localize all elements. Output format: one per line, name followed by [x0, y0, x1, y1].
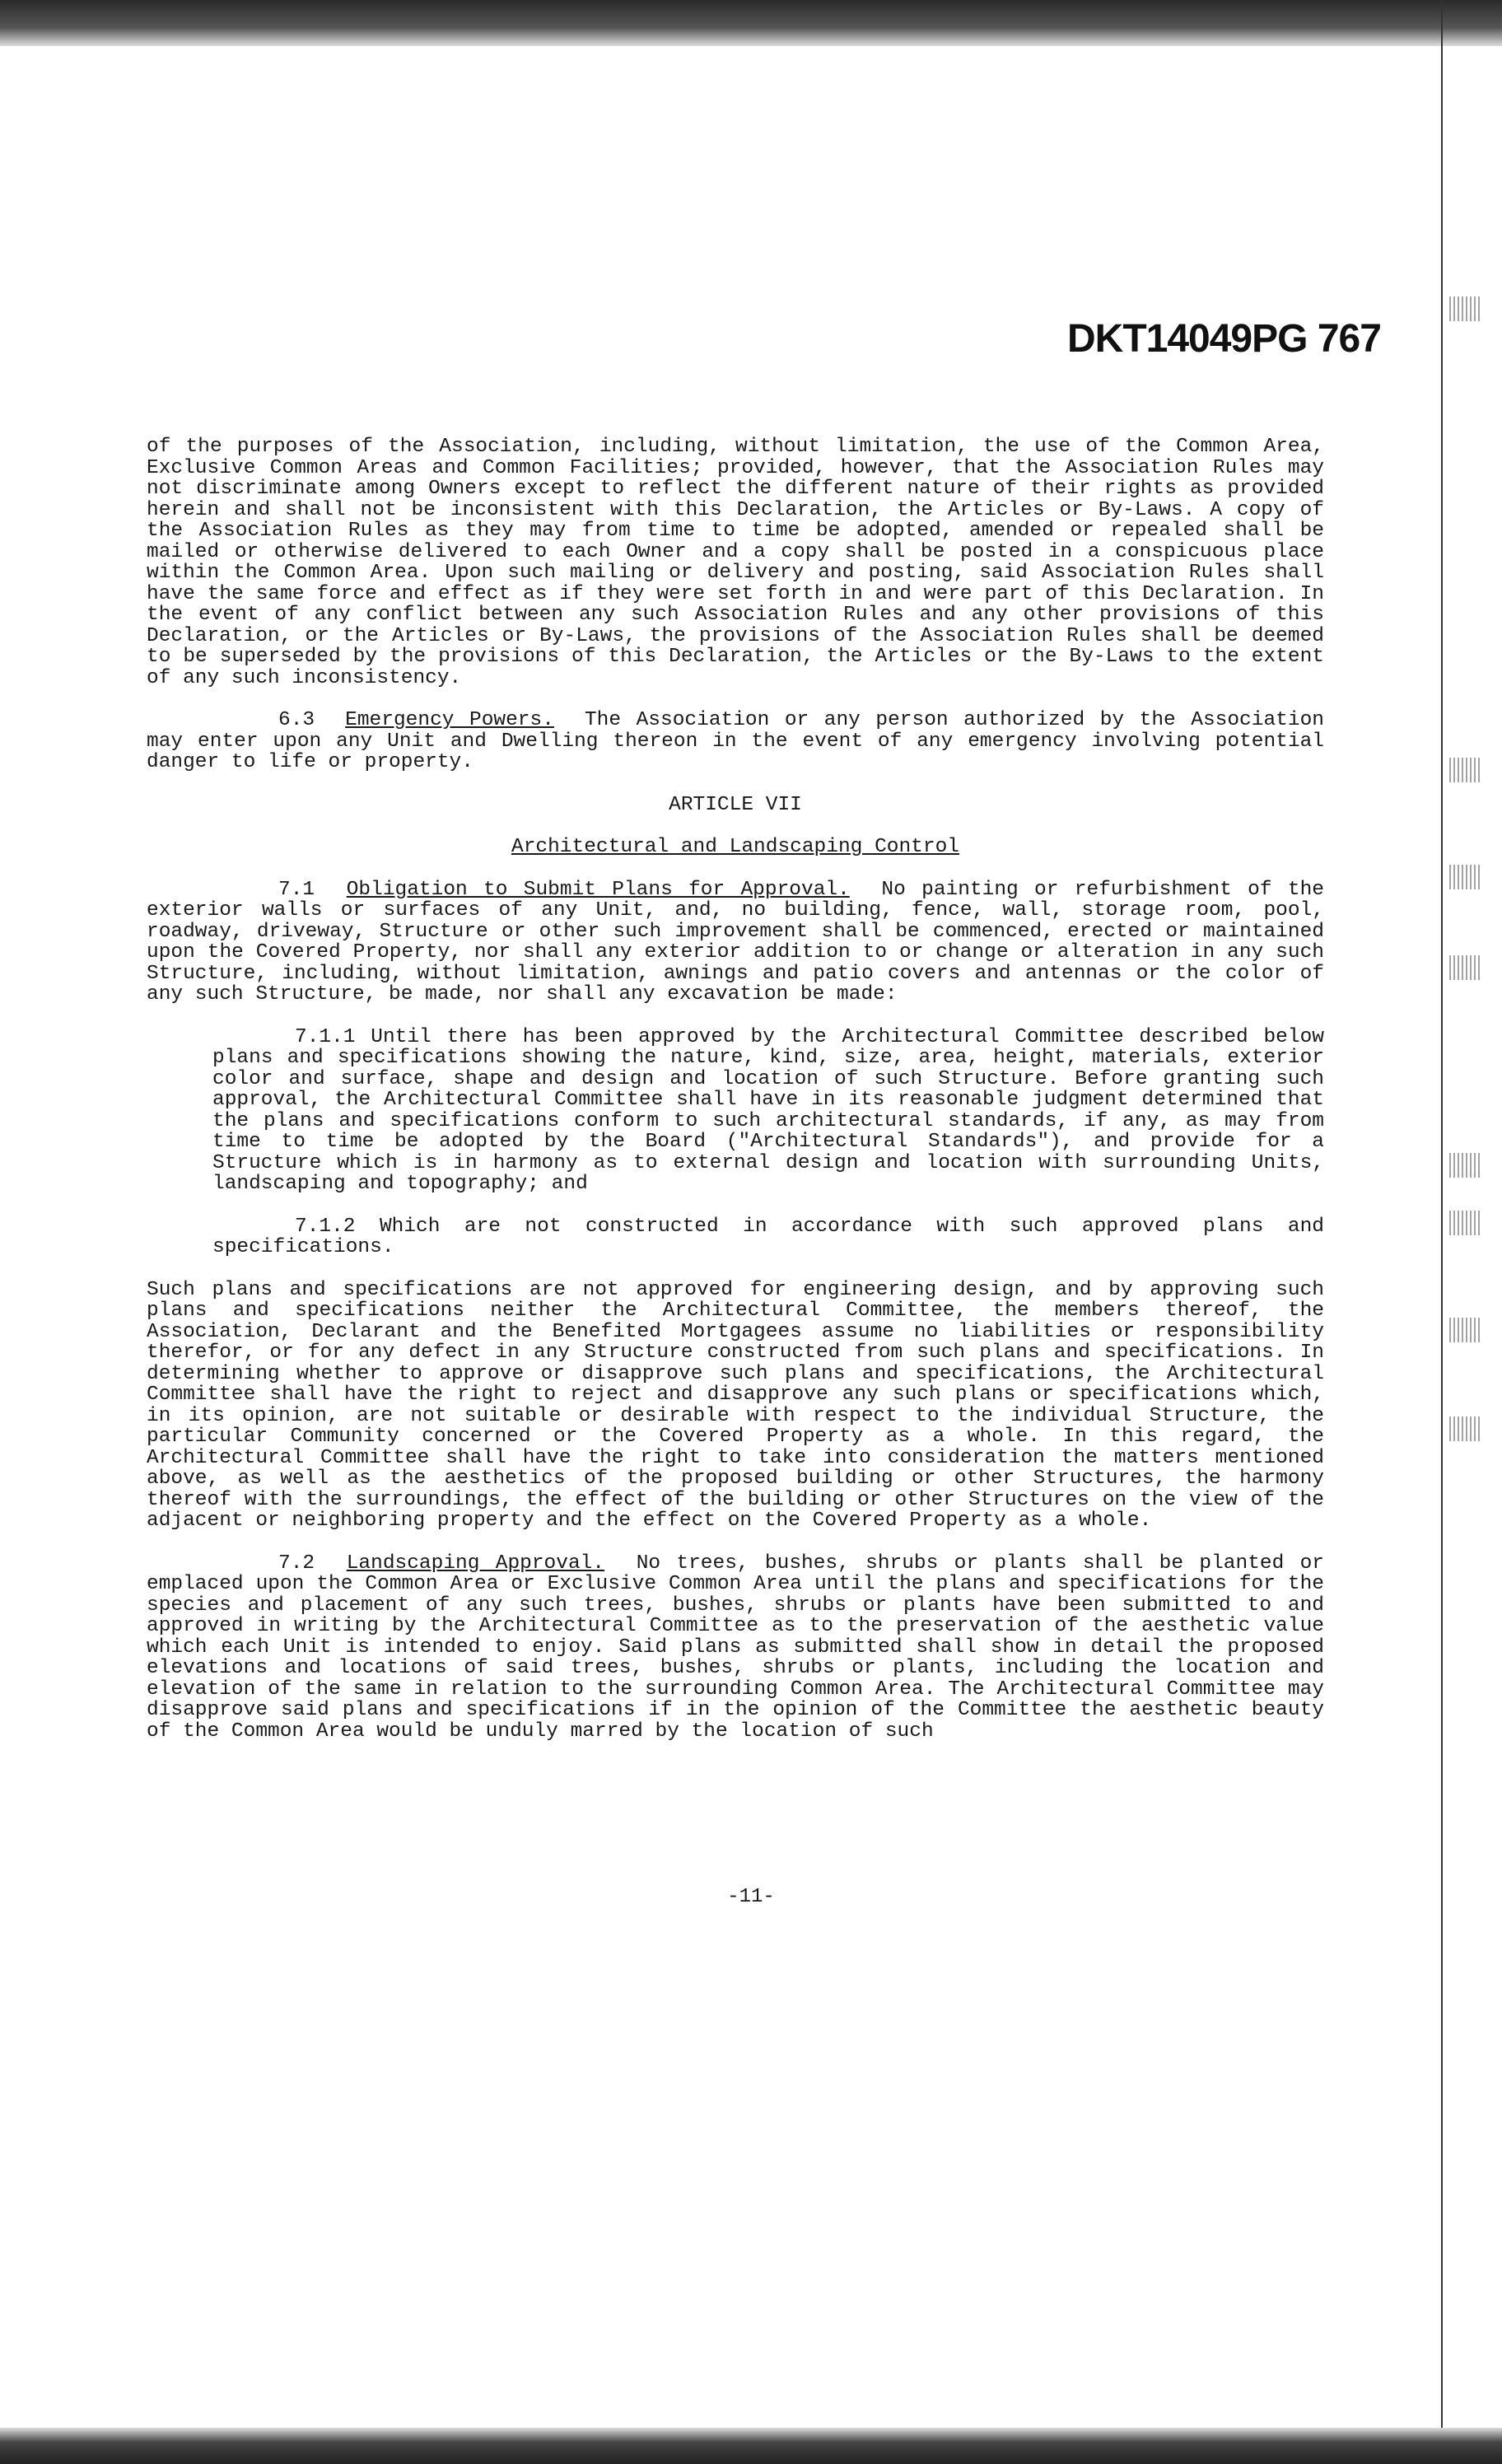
section-7-2: [147, 1553, 1324, 1743]
article-title: Architectural and Landscaping Control: [511, 836, 959, 858]
article-heading: ARTICLE VII: [669, 793, 802, 816]
section-text: No painting or refurbishment of the exterior walls or surfaces of any Unit, and, no building, fence, wall, storage room, pool, roadway, driveway, Structure or other such improvement shall be commenced, erected or maintained upon the Covered Property, nor shall any exterior addition to or change or alteration in any such Structure, including, without limitation, awnings and patio covers and antennas or the color of any such Structure, be made, nor shall any excavation be made:: [147, 878, 1324, 1006]
subsection-7-1-1: 7.1.1 Until there has been approved by the Architectural Committee described below plans and specifications showing the nature, kind, size, area, height, materials, exterior color and surface, shape and design and location of such Structure. Before granting such approval, the Architectural Committee shall have in its reasonable judgment determined that the plans and specifications conform to such architectural standards, if any, as may from time to time be adopted by the Board ("Architectural Standards"), and provide for a Structure which is in harmony as to external design and location with surrounding Units, landscaping and topography; and: [212, 1025, 1324, 1195]
page-number: -11-: [727, 1886, 775, 1908]
scan-edge-line: [1441, 0, 1443, 2464]
section-title: Landscaping Approval.: [346, 1552, 605, 1575]
subsection-7-1-2: 7.1.2 Which are not constructed in accordance with such approved plans and specifications.: [212, 1215, 1324, 1258]
paragraph-intro: of the purposes of the Association, including, without limitation, the use of the Common Area, Exclusive Common Areas and Common Facilities; provided, however, that the Association Rules may not discriminate among Owners except to reflect the different nature of their rights as provided herein and shall not be inconsistent with this Declaration, the Articles or By-Laws. A copy of the Association Rules as they may from time to time be adopted, amended or repealed shall be mailed or otherwise delivered to each Owner and a copy shall be posted in a conspicuous place within the Common Area. Upon such mailing or delivery and posting, said Association Rules shall have the same force and effect as if they were set forth in and were part of this Declaration. In the event of any conflict between any such Association Rules and any other provisions of this Declaration, or the Articles or By-Laws, the provisions of the Association Rules shall be deemed to be superseded by the provisions of this Declaration, the Articles or the By-Laws to the extent of any such inconsistency.: [147, 436, 1324, 689]
section-text: No trees, bushes, shrubs or plants shall be planted or emplaced upon the Common Area or Exclusive Common Area until the plans and specifications for the species and placement of any such trees, bushes, shrubs or plants have been submitted to and approved in writing by the Architectural Committee as to the preservation of the aesthetic value which each Unit is intended to enjoy. Said plans as submitted shall show in detail the proposed elevations and locations of said trees, bushes, shrubs or plants, including the location and elevation of the same in relation to the surrounding Common Area. The Architectural Committee may disapprove said plans and specifications if in the opinion of the Committee the aesthetic beauty of the Common Area would be unduly marred by the location of such: [147, 1552, 1325, 1743]
scan-border-bottom: [0, 2428, 1502, 2464]
margin-scan-marks: [1449, 296, 1490, 1861]
section-title: Obligation to Submit Plans for Approval.: [346, 878, 850, 901]
section-number: 7.1: [278, 878, 315, 901]
paragraph-plans: Such plans and specifications are not approved for engineering design, and by approving such plans and specifications neither the Architectural Committee, the members thereof, the Association, Declarant and the Benefited Mortgagees assume no liabilities or responsibility therefor, or for any defect in any Structure constructed from such plans and specifications. In determining whether to approve or disapprove such plans and specifications, the Architectural Committee shall have the right to reject and disapprove any such plans or specifications which, in its opinion, are not suitable or desirable with respect to the individual Structure, the particular Community concerned or the Covered Property as a whole. In this regard, the Architectural Committee shall have the right to take into consideration the matters mentioned above, as well as the aesthetics of the proposed building or other Structures, the harmony thereof with the surroundings, the effect of the building or other Structures on the view of the adjacent or neighboring property and the effect on the Covered Property as a whole.: [147, 1278, 1324, 1532]
section-number: 6.3: [278, 709, 315, 731]
section-text: The Association or any person authorized by the Association may enter upon any Unit and Dwelling thereon in the event of any emergency involving potential danger to life or property.: [147, 709, 1324, 773]
docket-stamp: DKT14049PG 767: [1067, 317, 1381, 361]
document-body: [147, 436, 1324, 1742]
section-7-1: [147, 880, 1324, 1006]
section-6-3: [147, 710, 1324, 773]
scan-border-top: [0, 0, 1502, 46]
section-number: 7.2: [278, 1552, 315, 1575]
section-title: Emergency Powers.: [345, 709, 554, 731]
